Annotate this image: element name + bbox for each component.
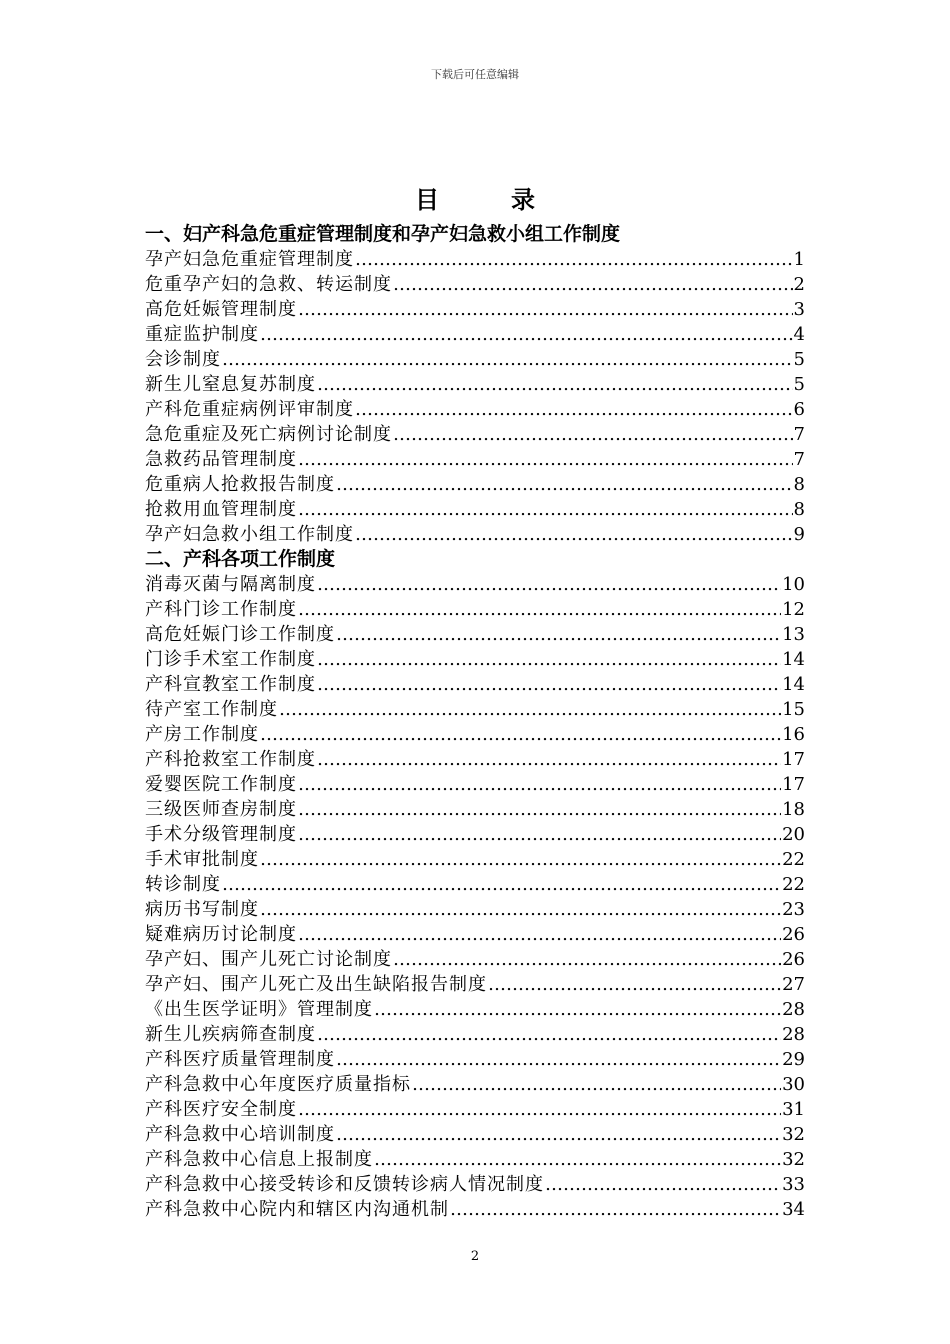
toc-entry-page: 16 <box>782 724 805 745</box>
toc-dot-leader <box>317 572 781 597</box>
toc-entry-page: 4 <box>793 324 805 345</box>
toc-entry-page: 17 <box>782 774 805 795</box>
toc-dot-leader <box>279 697 781 722</box>
toc-entry-page: 32 <box>782 1124 805 1145</box>
toc-dot-leader <box>298 1097 781 1122</box>
toc-entry[interactable] <box>145 772 805 797</box>
toc-entry[interactable] <box>145 997 805 1022</box>
toc-entry[interactable] <box>145 372 805 397</box>
toc-entry-title: 急救药品管理制度 <box>145 449 297 470</box>
toc-entry[interactable] <box>145 872 805 897</box>
toc-entry-page: 20 <box>782 824 805 845</box>
toc-entry-title: 产科抢救室工作制度 <box>145 749 316 770</box>
toc-dot-leader <box>545 1172 781 1197</box>
toc-entry[interactable] <box>145 1147 805 1172</box>
toc-entry-page: 26 <box>782 924 805 945</box>
toc-dot-leader <box>393 422 793 447</box>
toc-entry-page: 33 <box>782 1174 805 1195</box>
toc-entry-page: 22 <box>782 849 805 870</box>
toc-dot-leader <box>260 722 781 747</box>
toc-entry-page: 14 <box>782 674 805 695</box>
toc-entry-title: 待产室工作制度 <box>145 699 278 720</box>
toc-dot-leader <box>412 1072 781 1097</box>
toc-entry-title: 产科急救中心院内和辖区内沟通机制 <box>145 1199 449 1220</box>
section-heading: 一、妇产科急危重症管理制度和孕产妇急救小组工作制度 <box>145 223 621 245</box>
toc-entry[interactable] <box>145 497 805 522</box>
toc-entry-page: 8 <box>793 474 805 495</box>
toc-dot-leader <box>222 872 781 897</box>
toc-entry-title: 爱婴医院工作制度 <box>145 774 297 795</box>
toc-entry[interactable] <box>145 897 805 922</box>
toc-entry-page: 34 <box>782 1199 805 1220</box>
toc-entry-page: 14 <box>782 649 805 670</box>
toc-entry-page: 10 <box>782 574 805 595</box>
toc-dot-leader <box>298 497 793 522</box>
toc-entry-page: 30 <box>782 1074 805 1095</box>
toc-entry[interactable] <box>145 297 805 322</box>
toc-entry-page: 27 <box>782 974 805 995</box>
toc-dot-leader <box>355 397 793 422</box>
toc-entry[interactable] <box>145 322 805 347</box>
toc-entry-page: 29 <box>782 1049 805 1070</box>
toc-entry-title: 孕产妇、围产儿死亡及出生缺陷报告制度 <box>145 974 487 995</box>
toc-entry-page: 22 <box>782 874 805 895</box>
toc-entry-page: 13 <box>782 624 805 645</box>
toc-entry[interactable] <box>145 947 805 972</box>
toc-entry-page: 6 <box>793 399 805 420</box>
toc-dot-leader <box>336 622 781 647</box>
toc-entry[interactable] <box>145 1172 805 1197</box>
toc-entry-title: 疑难病历讨论制度 <box>145 924 297 945</box>
toc-dot-leader <box>222 347 793 372</box>
toc-entry[interactable] <box>145 797 805 822</box>
toc-entry-page: 28 <box>782 999 805 1020</box>
toc-entry-title: 危重孕产妇的急救、转运制度 <box>145 274 392 295</box>
toc-dot-leader <box>317 1022 781 1047</box>
toc-dot-leader <box>298 772 781 797</box>
toc-entry-title: 门诊手术室工作制度 <box>145 649 316 670</box>
toc-entry-page: 7 <box>793 424 805 445</box>
toc-entry-title: 产科急救中心培训制度 <box>145 1124 335 1145</box>
toc-entry-title: 产科医疗安全制度 <box>145 1099 297 1120</box>
table-of-contents <box>145 222 805 1222</box>
toc-entry[interactable] <box>145 422 805 447</box>
toc-entry[interactable] <box>145 572 805 597</box>
toc-dot-leader <box>317 372 793 397</box>
toc-entry-page: 18 <box>782 799 805 820</box>
toc-entry-page: 5 <box>793 374 805 395</box>
toc-entry[interactable] <box>145 622 805 647</box>
toc-entry-title: 消毒灭菌与隔离制度 <box>145 574 316 595</box>
toc-dot-leader <box>298 922 781 947</box>
section-heading: 二、产科各项工作制度 <box>145 548 336 570</box>
page-number: 2 <box>470 1249 480 1264</box>
toc-dot-leader <box>260 322 793 347</box>
toc-dot-leader <box>336 472 793 497</box>
toc-entry[interactable] <box>145 722 805 747</box>
toc-entry[interactable] <box>145 597 805 622</box>
toc-entry-title: 重症监护制度 <box>145 324 259 345</box>
toc-dot-leader <box>260 847 781 872</box>
toc-entry[interactable] <box>145 672 805 697</box>
toc-entry-title: 新生儿窒息复苏制度 <box>145 374 316 395</box>
toc-entry[interactable] <box>145 1197 805 1222</box>
toc-dot-leader <box>298 822 781 847</box>
toc-entry-title: 急危重症及死亡病例讨论制度 <box>145 424 392 445</box>
toc-dot-leader <box>336 1047 781 1072</box>
toc-entry-page: 3 <box>793 299 805 320</box>
toc-entry-title: 产房工作制度 <box>145 724 259 745</box>
toc-dot-leader <box>488 972 781 997</box>
toc-dot-leader <box>260 897 781 922</box>
toc-entry-page: 26 <box>782 949 805 970</box>
toc-entry[interactable] <box>145 1122 805 1147</box>
toc-entry-title: 高危妊娠管理制度 <box>145 299 297 320</box>
toc-entry[interactable] <box>145 1072 805 1097</box>
toc-entry-page: 28 <box>782 1024 805 1045</box>
toc-dot-leader <box>317 747 781 772</box>
toc-dot-leader <box>317 647 781 672</box>
toc-entry-page: 5 <box>793 349 805 370</box>
toc-entry-title: 产科门诊工作制度 <box>145 599 297 620</box>
toc-entry-title: 新生儿疾病筛查制度 <box>145 1024 316 1045</box>
header-note: 下载后可任意编辑 <box>431 68 519 81</box>
toc-entry[interactable] <box>145 972 805 997</box>
toc-entry[interactable] <box>145 472 805 497</box>
toc-entry-page: 17 <box>782 749 805 770</box>
toc-dot-leader <box>374 997 781 1022</box>
toc-dot-leader <box>298 597 781 622</box>
toc-dot-leader <box>450 1197 781 1222</box>
toc-entry[interactable] <box>145 697 805 722</box>
toc-dot-leader <box>336 1122 781 1147</box>
toc-entry[interactable] <box>145 647 805 672</box>
toc-entry-title: 三级医师查房制度 <box>145 799 297 820</box>
toc-entry-title: 产科医疗质量管理制度 <box>145 1049 335 1070</box>
toc-dot-leader <box>298 297 793 322</box>
toc-entry-page: 7 <box>793 449 805 470</box>
toc-entry-title: 《出生医学证明》管理制度 <box>145 999 373 1020</box>
toc-entry-page: 31 <box>782 1099 805 1120</box>
toc-dot-leader <box>393 272 793 297</box>
toc-entry-title: 孕产妇急救小组工作制度 <box>145 524 354 545</box>
toc-entry-title: 手术审批制度 <box>145 849 259 870</box>
toc-dot-leader <box>298 797 781 822</box>
toc-entry[interactable] <box>145 822 805 847</box>
toc-entry[interactable] <box>145 447 805 472</box>
toc-entry[interactable] <box>145 397 805 422</box>
toc-entry-title: 手术分级管理制度 <box>145 824 297 845</box>
toc-entry-page: 8 <box>793 499 805 520</box>
toc-entry-title: 产科宣教室工作制度 <box>145 674 316 695</box>
toc-entry[interactable] <box>145 522 805 547</box>
toc-entry-page: 2 <box>793 274 805 295</box>
toc-entry-title: 产科急救中心信息上报制度 <box>145 1149 373 1170</box>
toc-entry-title: 高危妊娠门诊工作制度 <box>145 624 335 645</box>
toc-entry[interactable] <box>145 247 805 272</box>
toc-entry-page: 1 <box>793 249 805 270</box>
toc-entry-page: 12 <box>782 599 805 620</box>
toc-entry-title: 产科急救中心年度医疗质量指标 <box>145 1074 411 1095</box>
toc-entry[interactable] <box>145 272 805 297</box>
toc-entry-title: 产科危重症病例评审制度 <box>145 399 354 420</box>
toc-entry[interactable] <box>145 1022 805 1047</box>
toc-entry-page: 9 <box>793 524 805 545</box>
toc-dot-leader <box>355 522 793 547</box>
toc-entry[interactable] <box>145 922 805 947</box>
toc-entry[interactable] <box>145 347 805 372</box>
toc-dot-leader <box>355 247 793 272</box>
toc-dot-leader <box>298 447 793 472</box>
toc-dot-leader <box>374 1147 781 1172</box>
toc-entry[interactable] <box>145 847 805 872</box>
toc-entry[interactable] <box>145 1047 805 1072</box>
toc-entry-page: 32 <box>782 1149 805 1170</box>
toc-entry-title: 危重病人抢救报告制度 <box>145 474 335 495</box>
toc-entry[interactable] <box>145 747 805 772</box>
toc-entry-title: 病历书写制度 <box>145 899 259 920</box>
toc-entry-title: 孕产妇急危重症管理制度 <box>145 249 354 270</box>
toc-entry-title: 转诊制度 <box>145 874 221 895</box>
toc-dot-leader <box>393 947 781 972</box>
toc-entry-title: 产科急救中心接受转诊和反馈转诊病人情况制度 <box>145 1174 544 1195</box>
toc-entry-title: 会诊制度 <box>145 349 221 370</box>
toc-entry-page: 23 <box>782 899 805 920</box>
toc-entry[interactable] <box>145 1097 805 1122</box>
toc-entry-title: 抢救用血管理制度 <box>145 499 297 520</box>
toc-dot-leader <box>317 672 781 697</box>
toc-title: 目录 <box>415 186 607 214</box>
toc-entry-title: 孕产妇、围产儿死亡讨论制度 <box>145 949 392 970</box>
toc-entry-page: 15 <box>782 699 805 720</box>
